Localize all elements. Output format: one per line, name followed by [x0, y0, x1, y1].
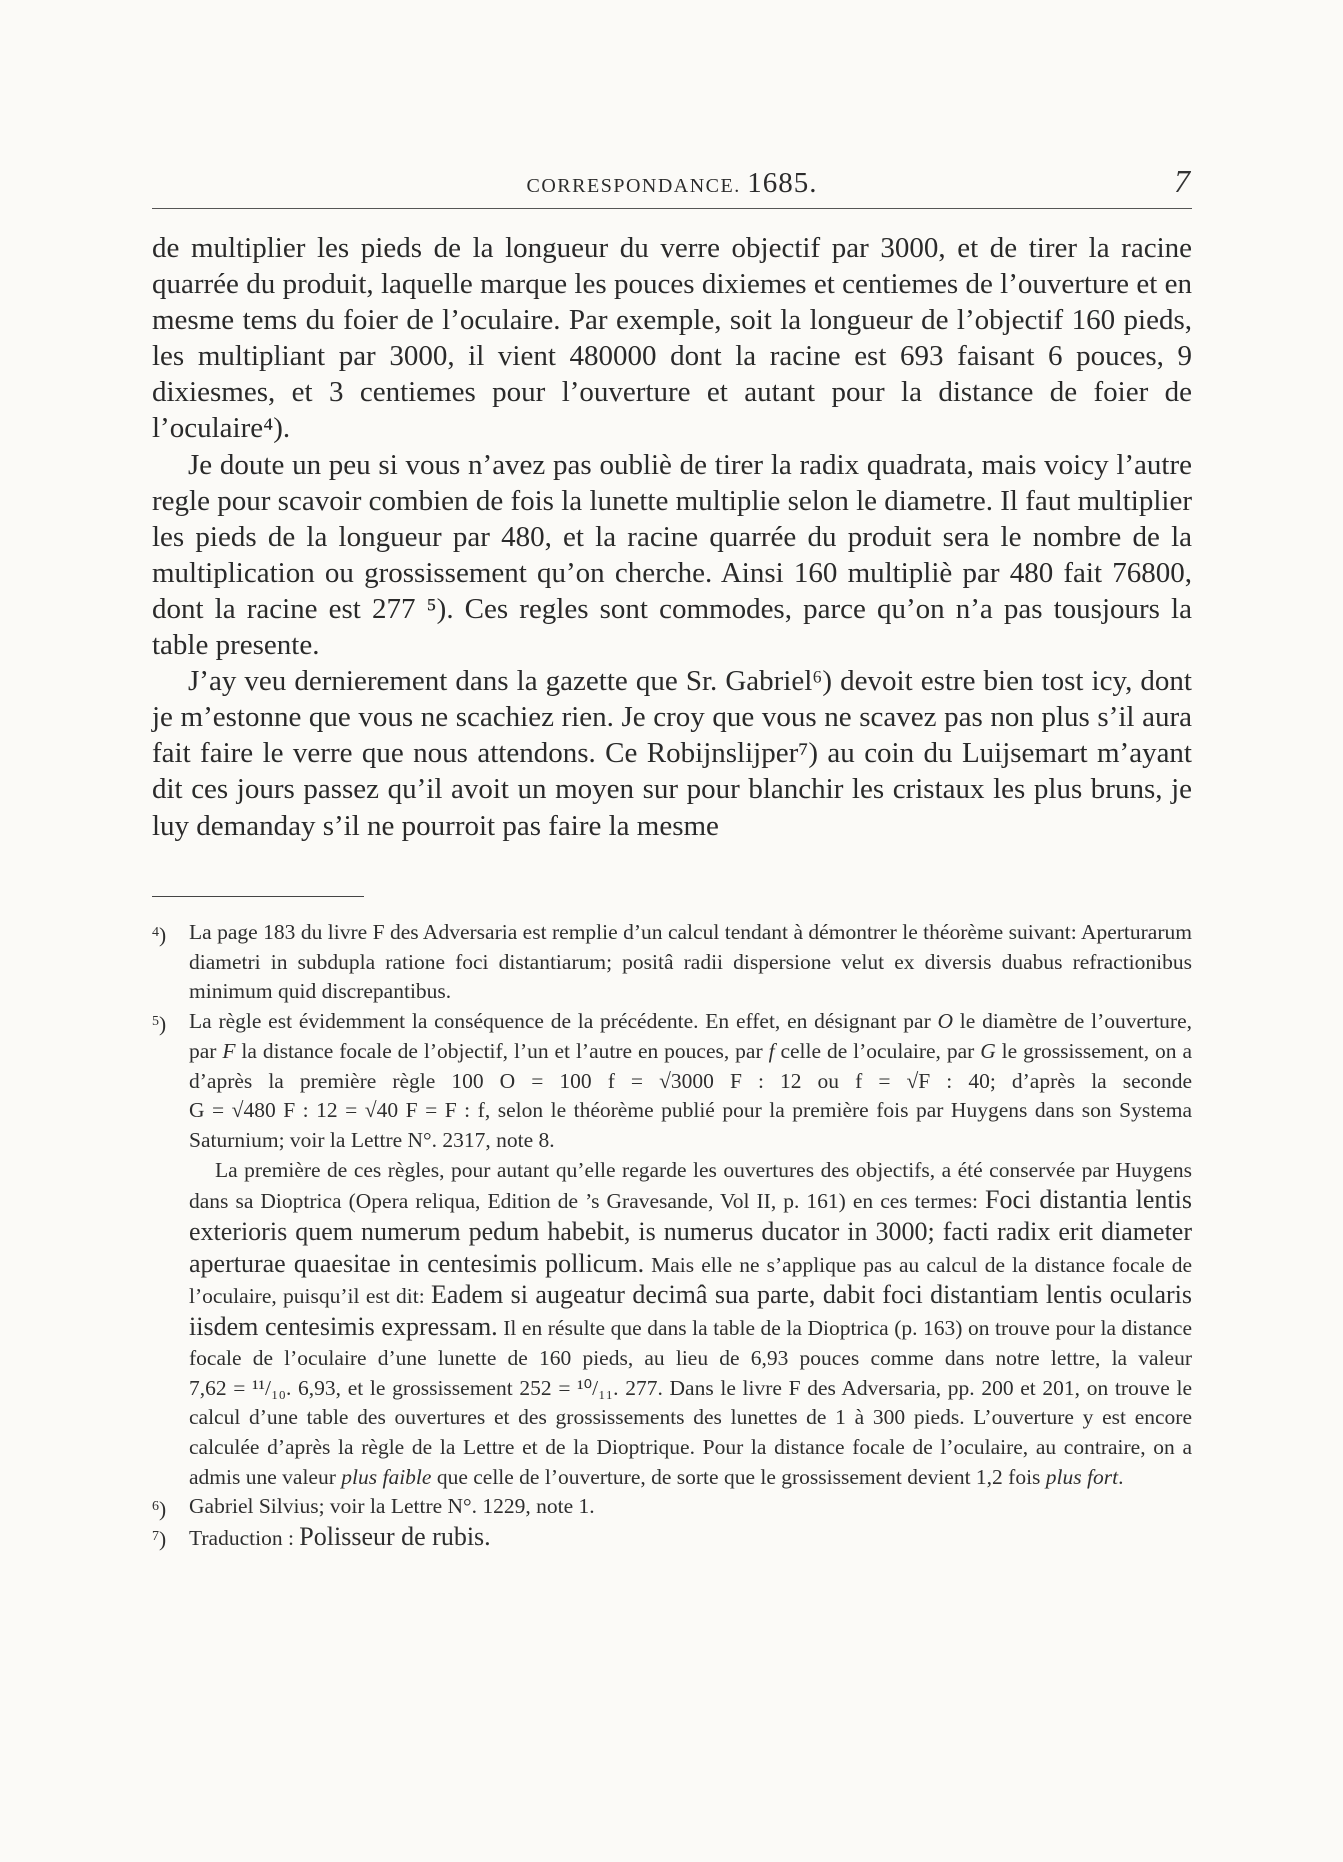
latin-quote-2: Eadem si augeatur decimâ sua parte, dabit foci distantiam lentis ocularis iisdem centesimis expressam. [189, 1280, 1192, 1342]
footnote-marker: $^7$) [152, 1527, 167, 1552]
formula-2: f = √F : 40 [855, 1068, 990, 1093]
body-paragraph-1: de multiplier les pieds de la longueur du verre objectif par 3000, et de tirer la racine quarrée du produit, laquelle marque les pouces dixiemes et centiemes de l’ouverture et en mesme tems du foier de l’oculaire. Par exemple, soit la longueur de l’objectif 160 pieds, les multipliant par 3000, il vient 480000 dont la racine est 693 faisant 6 pouces, 9 dixiesmes, et 3 centiemes pour l’ouverture et autant pour la distance de foier de l’oculaire⁴). [152, 232, 1192, 445]
footnote-7-text: Traduction : Polisseur de rubis. [189, 1522, 491, 1552]
footnote-marker: $^6$) [152, 1497, 167, 1522]
footnote-4-text: La page 183 du livre F des Adversaria est remplie d’un calcul tendant à démontrer le théorème suivant: Aperturarum diametri in subdupla ratione foci distantiarum; positâ radii dispersione velut ex diversis duabus refractionibus minimum quid discrepantibus. [189, 920, 1192, 1004]
footnote-5-paragraph-1: La règle est évidemment la conséquence de la précédente. En effet, en désignant par O le diamètre de l’ouverture, par F la distance focale de l’objectif, l’un et l’autre en pouces, par f celle de l’oculaire, par G le grossissement, on a d’après la première règle 100 O = 100 f = √3000 F : 12 ou f = √F : 40; d’après la seconde G = √480 F : 12 = √40 F = F : f, selon le théorème publié pour la première fois par Huygens dans son Systema Saturnium; voir la Lettre N°. 2317, note 8. [189, 1009, 1193, 1152]
formula-4: 7,62 = ¹¹/₁₀. 6,93 [189, 1375, 336, 1400]
formula-3: G = √480 F : 12 = √40 F = F : f, [189, 1098, 491, 1123]
running-title [152, 167, 1192, 200]
header-rule [152, 208, 1192, 209]
page-header [152, 163, 1192, 203]
footnote-5-paragraph-2: La première de ces règles, pour autant qu’elle regarde les ouvertures des objectifs, a été conservée par Huygens dans sa Dioptrica (Opera reliqua, Edition de ’s Gravesande, Vol II, p. 161) en ces termes: Foci distantia lentis exterioris quem numerum pedum habebit, is numerus ducator in 3000; facti radix erit diameter aperturae quaesitae in centesimis pollicum. Mais elle ne s’applique pas au calcul de la distance focale de l’oculaire, puisqu’il est dit: Eadem si augeatur decimâ sua parte, dabit foci distantiam lentis ocularis iisdem centesimis expressam. Il en résulte que dans la table de la Dioptrica (p. 163) on trouve pour la distance focale de l’oculaire d’une lunette de 160 pieds, au lieu de 6,93 pouces comme dans notre lettre, la valeur 7,62 = ¹¹/₁₀. 6,93, et le grossissement 252 = ¹⁰/₁₁. 277. Dans le livre F des Adversaria, pp. 200 et 201, on trouve le calcul d’une table des ouvertures et des grossissements des lunettes de 1 à 300 pieds. L’ouverture y est encore calculée d’après la règle de la Lettre et de la Dioptrique. Pour la distance focale de l’oculaire, au contraire, on a admis une valeur plus faible que celle de l’ouverture, de sorte que le grossissement devient 1,2 fois plus fort. [189, 1157, 1193, 1489]
footnote-4 [152, 918, 1192, 1007]
running-title-year: 1685. [747, 167, 818, 199]
footnote-7 [152, 1522, 1192, 1554]
body-paragraph-2: Je doute un peu si vous n’avez pas oubliè de tirer la radix quadrata, mais voicy l’autre regle pour scavoir combien de fois la lunette multiplie selon le diametre. Il faut multiplier les pieds de la longueur par 480, et la racine quarrée du produit sera le nombre de la multiplication ou grossissement qu’on cherche. Ainsi 160 multipliè par 480 fait 76800, dont la racine est 277 ⁵). Ces regles sont commodes, parce qu’on n’a pas tousjours la table presente. [152, 448, 1192, 662]
footnote-6-text: Gabriel Silvius; voir la Lettre N°. 1229, note 1. [189, 1494, 595, 1519]
footnote-6 [152, 1492, 1192, 1522]
footnote-marker: $^4$) [152, 923, 167, 947]
formula-5: 252 = ¹⁰/₁₁. 277 [519, 1375, 658, 1400]
footnote-5 [152, 1007, 1192, 1492]
footnote-marker: $^5$) [152, 1012, 167, 1037]
running-title-text: CORRESPONDANCE. [526, 175, 741, 197]
formula-1: 100 O = 100 f = √3000 F : 12 [451, 1068, 802, 1093]
page-number: 7 [1174, 163, 1190, 199]
main-text [152, 230, 1192, 844]
body-paragraph-3: J’ay veu dernierement dans la gazette que Sr. Gabriel⁶) devoit estre bien tost icy, dont je m’estonne que vous ne scachiez rien. Je croy que vous ne scavez pas non plus s’il aura fait faire le verre que nous attendons. Ce Robijnslijper⁷) au coin du Luijsemart m’ayant dit ces jours passez qu’il avoit un moyen sur pour blanchir les cristaux les plus bruns, je luy demanday s’il ne pourroit pas faire la mesme [152, 665, 1192, 842]
latin-quote-1: Foci distantia lentis exterioris quem numerum pedum habebit, is numerus ducator in 3000; facti radix erit diameter aperturae quaesitae in centesimis pollicum. [189, 1185, 1192, 1278]
footnotes [152, 918, 1192, 1554]
footnote-rule [152, 896, 364, 897]
